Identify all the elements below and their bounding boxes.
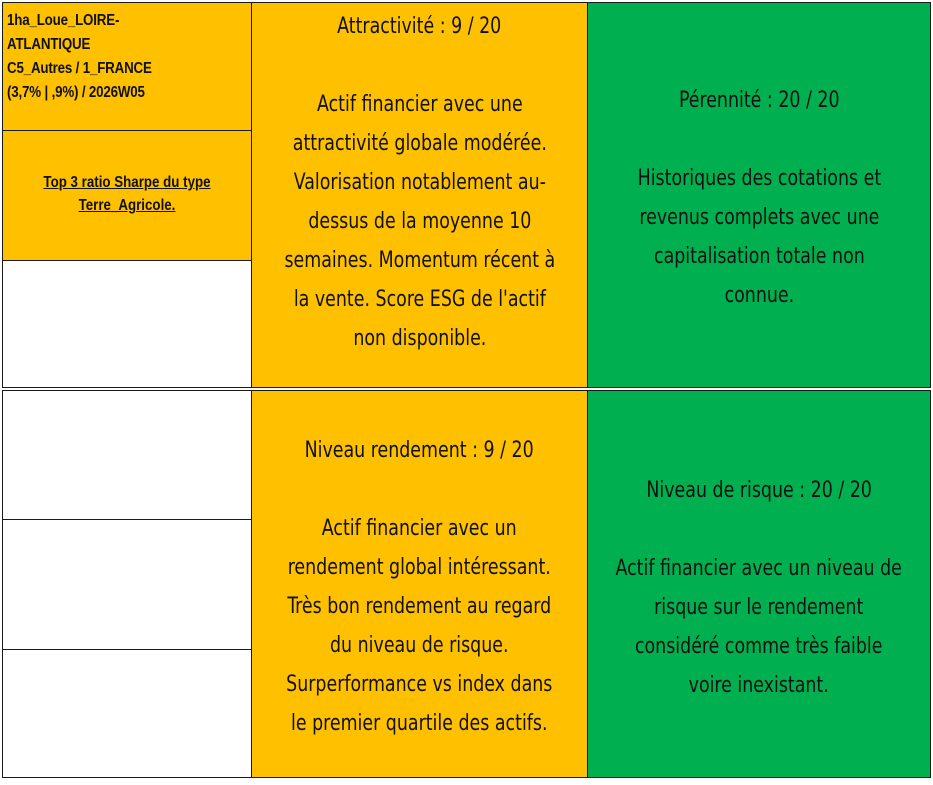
attractivite-line-1: Actif financier avec une [316, 92, 523, 117]
perennite-line-2: revenus complets avec une [638, 205, 879, 230]
rendement-line-2: rendement global intéressant. [287, 555, 552, 580]
risque-line-2: risque sur le rendement [654, 595, 864, 620]
rendement-line-5: Surperformance vs index dans [286, 672, 553, 697]
attractivite-heading: Attractivité : 9 / 20 [337, 14, 502, 39]
rendement-line-4: du niveau de risque. [330, 633, 509, 658]
rendement-line-1: Actif financier avec un [322, 516, 517, 541]
rendement-line-6: le premier quartile des actifs. [291, 711, 548, 736]
perennite-heading: Pérennité : 20 / 20 [678, 88, 840, 113]
rendement-heading: Niveau rendement : 9 / 20 [304, 438, 535, 463]
asset-id-line-3: C5_Autres / 1_FRANCE [7, 60, 152, 77]
top3-sharpe-line-1[interactable]: Top 3 ratio Sharpe du type [43, 174, 211, 191]
perennite-description [621, 159, 898, 315]
perennite-line-3: capitalisation totale non [653, 244, 865, 269]
risque-cell [587, 390, 931, 778]
empty-cell-4 [2, 649, 252, 778]
attractivite-line-2: attractivité globale modérée. [292, 131, 547, 156]
perennite-line-4: connue. [724, 283, 794, 308]
attractivite-description [266, 85, 574, 358]
attractivite-cell [251, 2, 588, 388]
empty-cell-1 [2, 260, 252, 388]
risque-heading: Niveau de risque : 20 / 20 [646, 478, 872, 503]
attractivite-line-7: non disponible. [352, 326, 486, 351]
risque-line-1: Actif financier avec un niveau de [615, 556, 903, 581]
perennite-line-1: Historiques des cotations et [637, 166, 881, 191]
asset-id-line-1: 1ha_Loue_LOIRE- [7, 12, 120, 29]
attractivite-line-3: Valorisation notablement au- [293, 170, 546, 195]
attractivite-line-5: semaines. Momentum récent à [284, 248, 555, 273]
rendement-description [268, 509, 571, 743]
rendement-line-3: Très bon rendement au regard [287, 594, 552, 619]
asset-id-line-4: (3,7% | ,9%) / 2026W05 [7, 84, 145, 101]
empty-cell-2 [2, 390, 252, 520]
asset-identifier-cell [2, 2, 252, 131]
asset-id-line-2: ATLANTIQUE [7, 36, 91, 53]
rendement-cell [251, 390, 588, 778]
risque-line-4: voire inexistant. [688, 673, 830, 698]
perennite-cell [587, 2, 931, 388]
risque-description [596, 549, 921, 705]
top3-sharpe-cell [2, 130, 252, 261]
attractivite-line-4: dessus de la moyenne 10 [307, 209, 532, 234]
risque-line-3: considéré comme très faible [635, 634, 883, 659]
empty-cell-3 [2, 519, 252, 650]
top3-sharpe-line-2[interactable]: Terre_Agricole. [78, 197, 176, 214]
attractivite-line-6: la vente. Score ESG de l'actif [293, 287, 546, 312]
